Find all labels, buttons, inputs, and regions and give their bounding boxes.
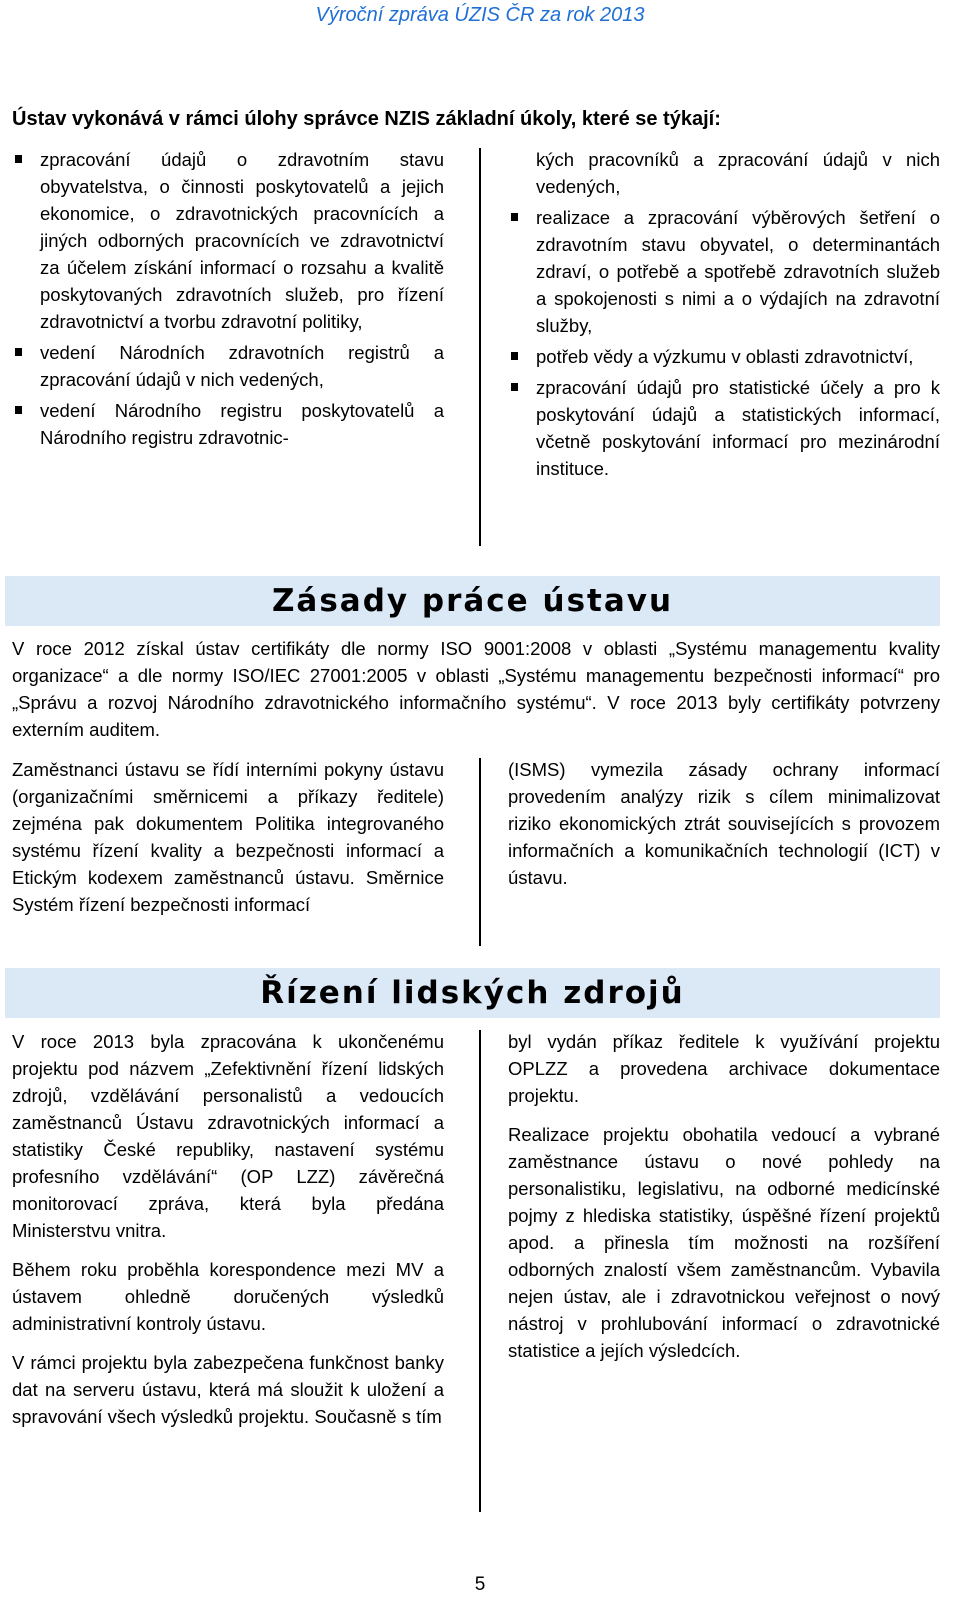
section-title-band [5,968,940,1018]
section2-columns [12,1028,940,1442]
section-title: Zásady práce ústavu [271,583,674,619]
column-divider [479,148,481,546]
intro-right-column [508,146,940,486]
intro-heading: Ústav vykonává v rámci úlohy správce NZIS základní úkoly, které se týkají: [12,108,721,130]
certification-paragraph: V roce 2012 získal ústav certifikáty dle normy ISO 9001:2008 v oblasti „Systému managementu kvality organizace“ a dle normy ISO/IEC 27001:2005 v oblasti „Systému managementu bezpečnosti informací“ pro „Správu a rozvoj Národního zdravotnického informačního systému“. V roce 2013 byly certifikáty potvrzeny externím auditem. [12,638,940,740]
list-item-continued: kých pracovníků a zpracování údajů v nich vedených, [536,149,940,197]
paragraph: V rámci projektu byla zabezpečena funkčnost banky dat na serveru ústavu, která má sloužit k uložení a spravování všech výsledků projektu. Současně s tím [12,1352,444,1427]
section2-left-column [12,1028,444,1442]
list-item: potřeb vědy a výzkumu v oblasti zdravotnictví, [508,343,940,370]
column-divider [479,758,481,946]
paragraph: Zaměstnanci ústavu se řídí interními pokyny ústavu (organizačními směrnicemi a příkazy ředitele) zejména pak dokumentem Politika integrovaného systému řízení kvality a bezpečnosti informací a Etickým kodexem zaměstnanců ústavu. Směrnice Systém řízení bezpečnosti informací [12,759,444,915]
section1-right-column [508,756,940,930]
intro-left-list [12,146,444,451]
list-item: realizace a zpracování výběrových šetření o zdravotním stavu obyvatel, o determinantách zdraví, o potřebě a spotřebě zdravotních služeb a spokojenosti s nimi a o výdajích na zdravotní služby, [508,204,940,339]
paragraph: Realizace projektu obohatila vedoucí a vybrané zaměstnance ústavu o nové pohledy na personalistiku, legislativu, na odborné medicínské pojmy z hlediska statistiky, úspěšné řízení projektů apod. a přinesla tím možnosti na rozšíření odborných znalostí všem zaměstnancům. Vybavila nejen ústav, ale i zdravotnickou veřejnost o nový nástroj v prohlubování informací o zdravotnické statistice a jejích výsledcích. [508,1124,940,1361]
paragraph: (ISMS) vymezila zásady ochrany informací provedením analýzy rizik s cílem minimalizovat riziko ekonomických ztrát souvisejících s provozem informačních a komunikačních technologií (ICT) v ústavu. [508,759,940,888]
section1-left-column [12,756,444,930]
intro-left-column [12,146,444,486]
section1-columns [12,756,940,930]
list-item: zpracování údajů o zdravotním stavu obyvatelstva, o činnosti poskytovatelů a jejich ekonomice, o zdravotnických pracovnících a jiných odborných pracovnících ve zdravotnictví za účelem získání informací o rozsahu a kvalitě poskytovaných zdravotních služeb, pro řízení zdravotnictví a tvorbu zdravotní politiky, [12,146,444,335]
list-item: vedení Národních zdravotních registrů a zpracování údajů v nich vedených, [12,339,444,393]
intro-columns [12,146,940,486]
list-item: vedení Národního registru poskytovatelů a Národního registru zdravotnic- [12,397,444,451]
section2-right-column [508,1028,940,1442]
column-divider [479,1030,481,1512]
paragraph: Během roku proběhla korespondence mezi MV a ústavem ohledně doručených výsledků administrativní kontroly ústavu. [12,1259,444,1334]
section-title-band [5,576,940,626]
report-header: Výroční zpráva ÚZIS ČR za rok 2013 [315,4,645,26]
list-item: zpracování údajů pro statistické účely a pro k poskytování údajů a statistických informací, včetně poskytování informací pro mezinárodní instituce. [508,374,940,482]
section-title: Řízení lidských zdrojů [260,975,685,1011]
intro-right-list [508,204,940,482]
paragraph: V roce 2013 byla zpracována k ukončenému projektu pod názvem „Zefektivnění řízení lidských zdrojů, vzdělávání personalistů a vedoucích zaměstnanců Ústavu zdravotnických informací a statistiky České republiky, nastavení systému profesního vzdělávání“ (OP LZZ) závěrečná monitorovací zpráva, která byla předána Ministerstvu vnitra. [12,1031,444,1241]
page-number: 5 [474,1574,486,1595]
paragraph: byl vydán příkaz ředitele k využívání projektu OPLZZ a provedena archivace dokumentace projektu. [508,1031,940,1106]
